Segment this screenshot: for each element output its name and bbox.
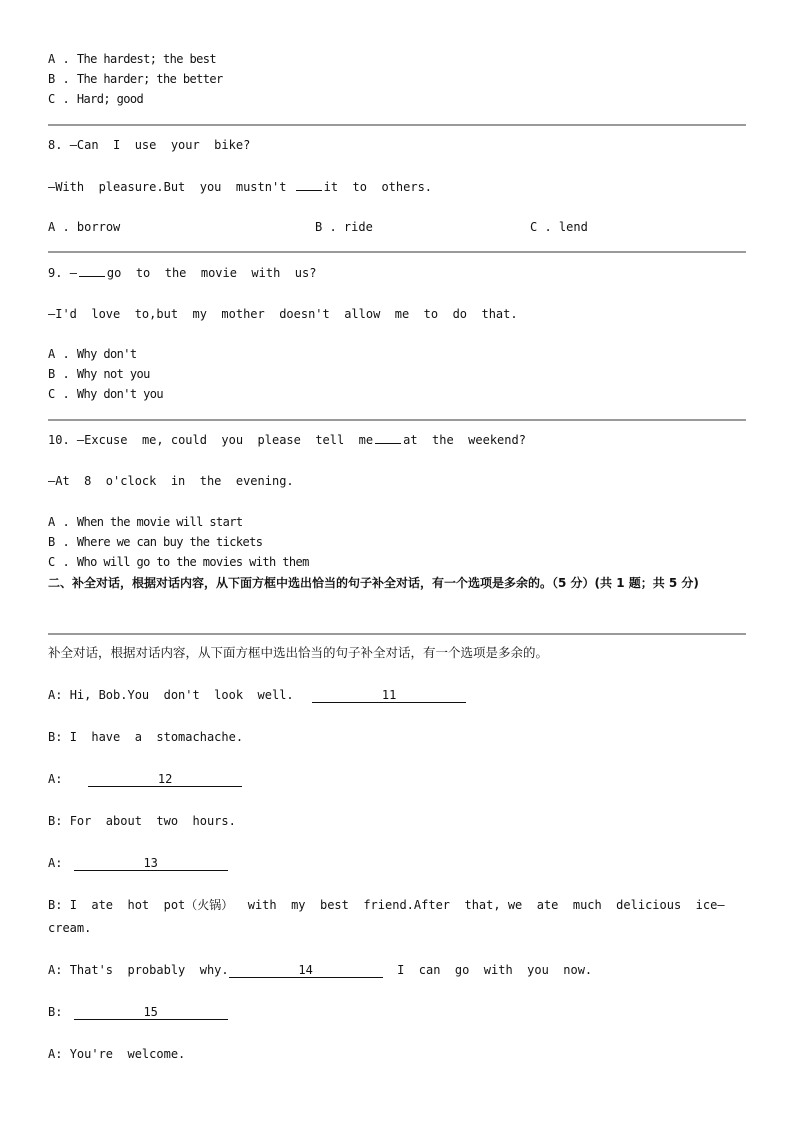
q8-blank[interactable] [296,179,322,191]
blank-11[interactable]: 11 [312,688,466,703]
dialogue-line: B: 15 [48,1005,228,1020]
dialogue-line: B: I ate hot pot（火锅） with my best friend.After that, we ate much delicious ice— [48,898,725,912]
q7-option-b: B . The harder; the better [48,72,223,86]
q8-line2: —With pleasure.But you mustn't it to others. [48,180,433,194]
blank-14[interactable]: 14 [229,963,383,978]
q10-option-c: C . Who will go to the movies with them [48,555,309,569]
dialogue-line: A: Hi, Bob.You don't look well. 11 [48,688,466,703]
q8-line1: 8. —Can I use your bike? [48,138,251,152]
blank-12[interactable]: 12 [88,772,242,787]
q10-line2: —At 8 o'clock in the evening. [48,474,294,488]
dialogue-line: B: I have a stomachache. [48,730,244,744]
dialogue-line: A: 13 [48,856,228,871]
section-title: 二、补全对话，根据对话内容，从下面方框中选出恰当的句子补全对话，有一个选项是多余的。（5 分）(共 1 题；共 5 分) [48,576,699,590]
q9-line2: —I'd love to,but my mother doesn't allow me to do that. [48,307,518,321]
q10-blank[interactable] [375,432,401,444]
dialogue-line: A: That's probably why. 14 I can go with you now. [48,963,593,977]
q10-option-a: A . When the movie will start [48,515,243,529]
dialogue-line: B: For about two hours. [48,814,236,828]
q9-line1: 9. — go to the movie with us? [48,266,317,280]
dialogue-line-continued: cream. [48,921,92,935]
q9-option-c: C . Why don't you [48,387,164,401]
q9-blank[interactable] [79,265,105,277]
q8-option-b: B . ride [315,220,373,234]
q7-option-c: C . Hard; good [48,92,144,106]
q10-line1: 10. —Excuse me, could you please tell me at the weekend? [48,433,526,447]
q10-option-b: B . Where we can buy the tickets [48,535,263,549]
divider [48,124,746,126]
section-instruction: 补全对话，根据对话内容，从下面方框中选出恰当的句子补全对话，有一个选项是多余的。 [48,645,549,660]
divider [48,633,746,635]
q8-option-c: C . lend [530,220,588,234]
q7-option-a: A . The hardest; the best [48,52,217,66]
divider [48,251,746,253]
q9-option-b: B . Why not you [48,367,150,381]
blank-13[interactable]: 13 [74,856,228,871]
divider [48,419,746,421]
blank-15[interactable]: 15 [74,1005,228,1020]
dialogue-line: A: You're welcome. [48,1047,186,1061]
dialogue-line: A: 12 [48,772,242,787]
q9-option-a: A . Why don't [48,347,137,361]
q8-option-a: A . borrow [48,220,121,234]
